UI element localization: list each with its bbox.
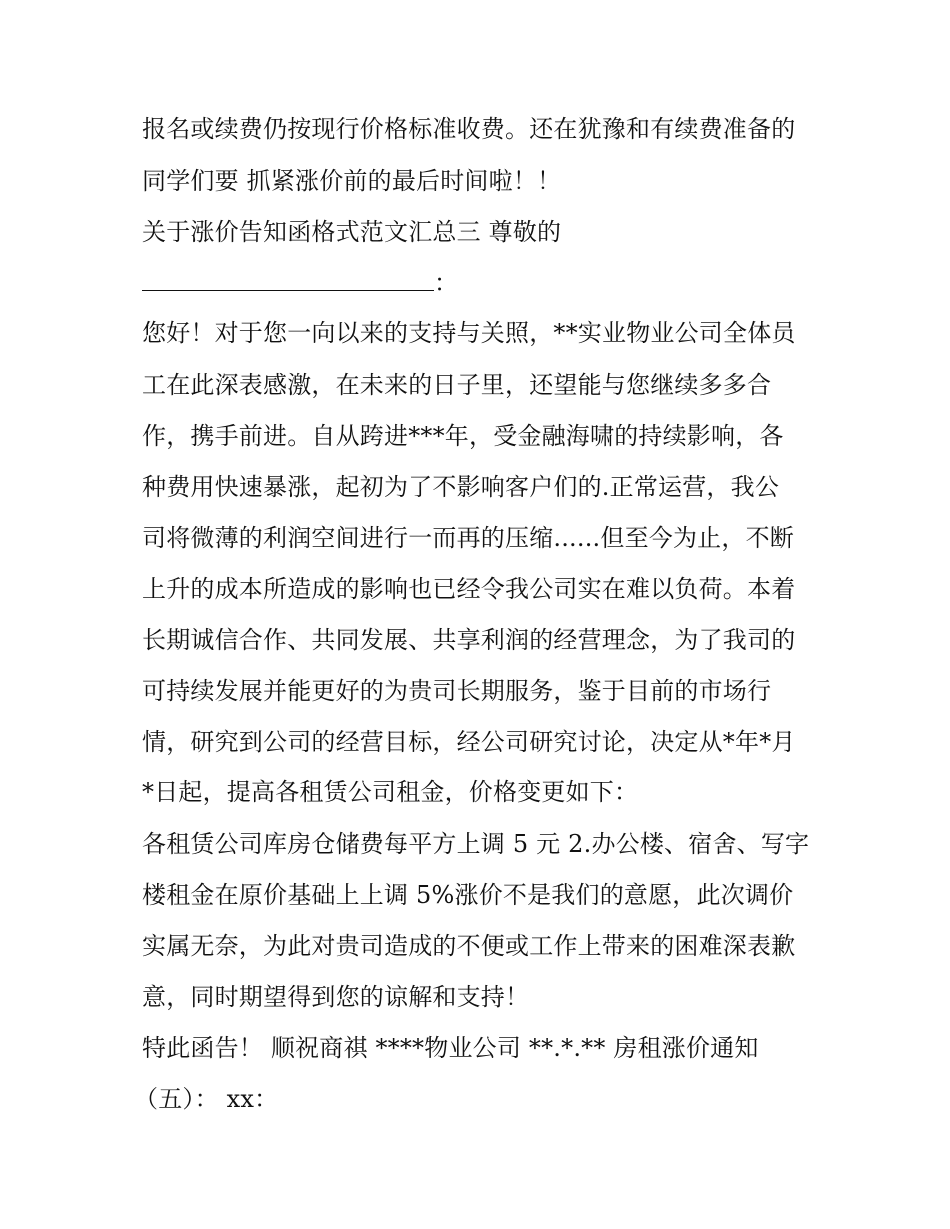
- body-text-line: 上升的成本所造成的影响也已经令我公司实在难以负荷。本着: [142, 575, 796, 603]
- body-text-line: 实属无奈，为此对贵司造成的不便或工作上带来的困难深表歉: [142, 932, 796, 960]
- body-text-line: 报名或续费仍按现行价格标准收费。还在犹豫和有续费准备的: [142, 115, 796, 143]
- body-text-line: 情，研究到公司的经营目标，经公司研究讨论，决定从*年*月: [142, 728, 796, 756]
- body-text-line: 种费用快速暴涨，起初为了不影响客户们的.正常运营，我公: [142, 473, 780, 501]
- blank-underline: [142, 270, 434, 291]
- body-text-line: 长期诚信合作、共同发展、共享利润的经营理念，为了我司的: [142, 626, 796, 654]
- body-text-line: 作，携手前进。自从跨进***年，受金融海啸的持续影响，各: [142, 422, 784, 450]
- body-text-line: 您好！对于您一向以来的支持与关照，**实业物业公司全体员: [142, 319, 796, 347]
- closing-line: 特此函告！ 顺祝商祺 ****物业公司 **.*.** 房租涨价通知: [142, 1034, 759, 1062]
- body-text-line: 各租赁公司库房仓储费每平方上调 5 元 2.办公楼、宿舍、写字: [142, 830, 810, 858]
- section-heading-line: （五）： xx：: [134, 1085, 279, 1113]
- body-text-line: 楼租金在原价基础上上调 5%涨价不是我们的意愿，此次调价: [142, 881, 794, 909]
- body-text-line: 工在此深表感激，在未来的日子里，还望能与您继续多多合: [142, 371, 772, 399]
- body-text-line: 可持续发展并能更好的为贵司长期服务，鉴于目前的市场行: [142, 677, 772, 705]
- body-text-line: 司将微薄的利润空间进行一而再的压缩......但至今为止，不断: [142, 524, 794, 552]
- body-text-line: 意，同时期望得到您的谅解和支持！: [142, 983, 530, 1011]
- salutation-colon: ：: [434, 269, 459, 297]
- body-text-line: *日起，提高各租赁公司租金，价格变更如下：: [142, 778, 639, 806]
- salutation-blank-line: [142, 268, 458, 298]
- heading-line: 关于涨价告知函格式范文汇总三 尊敬的: [142, 218, 562, 246]
- body-text-line: 同学们要 抓紧涨价前的最后时间啦！！: [142, 167, 562, 195]
